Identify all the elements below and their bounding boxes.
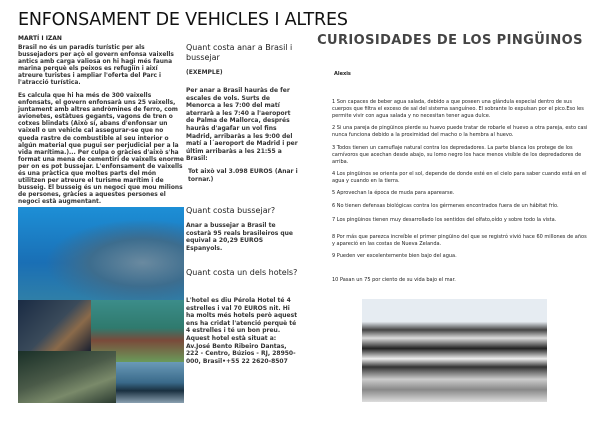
left-page-title: ENFONSAMENT DE VEHICLES I ALTRES bbox=[18, 10, 348, 30]
fact-item: 8 Por más que parezca increíble el primer pingüino del que se registró vivió hace 60 millones de años y apareció en las costas de Nueva Zelanda. bbox=[332, 234, 587, 247]
diving-cost-heading: Quant costa bussejar? bbox=[186, 206, 276, 215]
right-page-title: CURIOSIDADES DE LOS PINGÜINOS bbox=[317, 33, 583, 48]
divers-wreck-photo bbox=[18, 207, 184, 300]
fact-item: 2 Si una pareja de pingüinos pierde su huevo puede tratar de robarle el huevo a otra pareja, esto casi nunca funciona debido a la proximidad del macho o la hembra al huevo. bbox=[332, 125, 588, 138]
hotel-address: Aquest hotel està situat a: Av.José Bento Ribeiro Dantas, 222 - Centro, Búzios - RJ, 28950-000, Brasil•+55 22 2620-8507 bbox=[186, 335, 296, 365]
cost-heading: Quant costa anar a Brasil i bussejar bbox=[186, 43, 293, 62]
left-page-author: MARTÍ I IZAN bbox=[18, 35, 62, 42]
total-price: Tot això val 3.098 EUROS (Anar i tornar.) bbox=[188, 168, 298, 183]
shipwreck-photo-collage bbox=[18, 207, 184, 403]
plane-wreck-photo bbox=[116, 362, 184, 403]
fact-item: 5 Aprovechan la época de muda para aparearse. bbox=[332, 190, 455, 196]
body-paragraph: Es calcula que hi ha més de 300 vaixells enfonsats, el govern enfonsarà uns 25 vaixells, juntament amb altres andròmines de ferro, com avionetes, estàtues gegants, vagons de tren o cotxes blindats (Això sí, abans d'enfonsar un vaixell o un vehicle cal assegurar-se que no queda rastre de combustible al seu interior o algún material que pugui ser perjudicial per a la vida marítima.)... Per culpa o gràcies d'això s'ha format una mena de cementiri de vaixells enorme per on es pot bussejar. L'enfonsament de vaixells és una pràctica que moltes parts del món utilitzen per atreure el turisme marítim i de busseig. El busseig és un negoci que mou milions de persones, gràcies a aquestes persones el negoci està augmentant. bbox=[18, 93, 184, 206]
example-label: (EXEMPLE) bbox=[186, 69, 223, 76]
fact-item: 3 Todos tienen un camuflaje natural contra los depredadores. La parte blanca los protege de los carnívoros que acechan desde abajo, su lomo negro los hace menos visible de los depredadores de arriba. bbox=[332, 145, 582, 165]
fact-item: 1 Son capaces de beber agua salada, debido a que poseen una glándula especial dentro de sus cuerpos que filtra el exceso de sal del sistema sanguíneo. El sobrante lo expulsan por el pico.Eso les permite vivir con agua salada y no necesitan tener agua dulce. bbox=[332, 99, 584, 119]
fact-item: 4 Los pingüinos se orienta por el sol, depende de donde esté en el cielo para saber cuando está en el agua y cuando en la tierra. bbox=[332, 171, 587, 184]
intro-paragraph: Brasil no és un paradís turístic per als bussejadors per açò el govern enfonsa vaixells antics amb carga valiosa on hi hagi més fauna marina perquè els peixos es refugiïn i així atreure turistes i ampliar l'oferta del Parc i l'atracció turística. bbox=[18, 45, 174, 87]
fish-wreck-photo bbox=[18, 351, 116, 403]
fact-item: 10 Pasan un 75 por ciento de su vida bajo el mar. bbox=[332, 277, 456, 283]
fact-item: 7 Los pingüinos tienen muy desarrollado los sentidos del olfato,oído y sobre todo la vista. bbox=[332, 217, 557, 223]
bow-wreck-photo bbox=[18, 300, 91, 351]
fact-item: 6 No tienen defensas biológicas contra los gérmenes encontrados fuera de un hábitat frío. bbox=[332, 203, 559, 209]
travel-paragraph: Per anar a Brasil hauràs de fer escales de vols. Surts de Menorca a les 7:00 del matí aterrarà a les 7:40 a l'aeroport de Palma de Mallorca, després hauràs d'agafar un vol fins Madrid, arribaràs a les 9:00 del matí a l´aeroport de Madrid i per últim arribaràs a les 21:55 a Brasil: bbox=[186, 87, 298, 163]
right-page-author: Alexis bbox=[334, 71, 351, 77]
hotel-heading: Quant costa un dels hotels? bbox=[186, 268, 298, 277]
hotel-paragraph: L'hotel es diu Pérola Hotel té 4 estrelles i val 70 EUROS nit. Hi ha molts més hotels però aquest ens ha cridat l'atenció perquè té 4 estrelles i té un bon preu. bbox=[186, 297, 298, 335]
diving-paragraph: Anar a bussejar a Brasil te costarà 95 reals brasileiros que equival a 20,29 EUROS Espanyols. bbox=[186, 222, 293, 252]
fact-item: 9 Pueden ver excelentemente bien bajo del agua. bbox=[332, 253, 457, 259]
penguin-colony-photo bbox=[362, 299, 547, 402]
